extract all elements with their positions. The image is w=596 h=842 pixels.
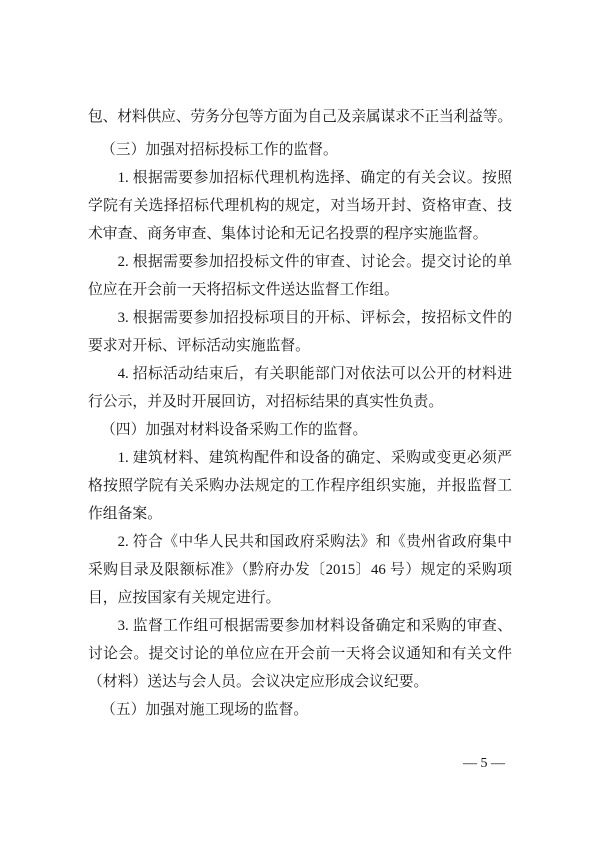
body-text-line: （材料）送达与会人员。会议决定应形成会议纪要。 — [88, 674, 429, 690]
body-text-line: 3. 根据需要参加招投标项目的开标、评标会，按招标文件的 — [117, 310, 512, 326]
body-text-line: 采购目录及限额标准》（黔府办发〔2015〕46 号）规定的采购项 — [88, 562, 512, 578]
body-text-line: 2. 符合《中华人民共和国政府采购法》和《贵州省政府集中 — [117, 534, 512, 550]
body-text-line: 4. 招标活动结束后，有关职能部门对依法可以公开的材料进 — [117, 366, 512, 382]
body-text-line: 位应在开会前一天将招标文件送达监督工作组。 — [88, 282, 399, 298]
list-item — [88, 444, 512, 528]
body-text-line: 1. 根据需要参加招标代理机构选择、确定的有关会议。按照 — [117, 170, 512, 186]
list-item — [88, 612, 512, 696]
page-number: — 5 — — [463, 756, 505, 771]
body-text-line: 要求对开标、评标活动实施监督。 — [88, 338, 310, 354]
body-text-line: 包、材料供应、劳务分包等方面为自己及亲属谋求不正当利益等。 — [88, 109, 512, 125]
body-text-line: 行公示，并及时开展回访，对招标结果的真实性负责。 — [88, 394, 444, 410]
section-3 — [88, 136, 512, 416]
body-text-line: 1. 建筑材料、建筑构配件和设备的确定、采购或变更必须严 — [117, 450, 512, 466]
list-item — [88, 248, 512, 304]
body-text-line: 2. 根据需要参加招投标文件的审查、讨论会。提交讨论的单 — [117, 254, 512, 270]
body-text-line: 作组备案。 — [88, 506, 162, 522]
section-heading: （三）加强对招标投标工作的监督。 — [101, 142, 338, 158]
section-heading: （四）加强对材料设备采购工作的监督。 — [101, 422, 368, 438]
section-heading: （五）加强对施工现场的监督。 — [101, 702, 309, 718]
body-text-line: 3. 监督工作组可根据需要参加材料设备确定和采购的审查、 — [117, 618, 512, 634]
list-item — [88, 304, 512, 360]
body-text-line: 术审查、商务审查、集体讨论和无记名投票的程序实施监督。 — [88, 226, 488, 242]
body-text-line: 格按照学院有关采购办法规定的工作程序组织实施，并报监督工 — [88, 478, 512, 494]
body-text-line: 学院有关选择招标代理机构的规定，对当场开封、资格审查、技 — [88, 198, 512, 214]
section-5 — [88, 696, 512, 724]
continuation-paragraph — [88, 103, 512, 131]
body-text-line: 讨论会。提交讨论的单位应在开会前一天将会议通知和有关文件 — [88, 646, 512, 662]
document-body — [88, 103, 512, 724]
list-item — [88, 360, 512, 416]
list-item — [88, 164, 512, 248]
list-item — [88, 528, 512, 612]
body-text-line: 目，应按国家有关规定进行。 — [88, 590, 281, 606]
section-4 — [88, 416, 512, 696]
